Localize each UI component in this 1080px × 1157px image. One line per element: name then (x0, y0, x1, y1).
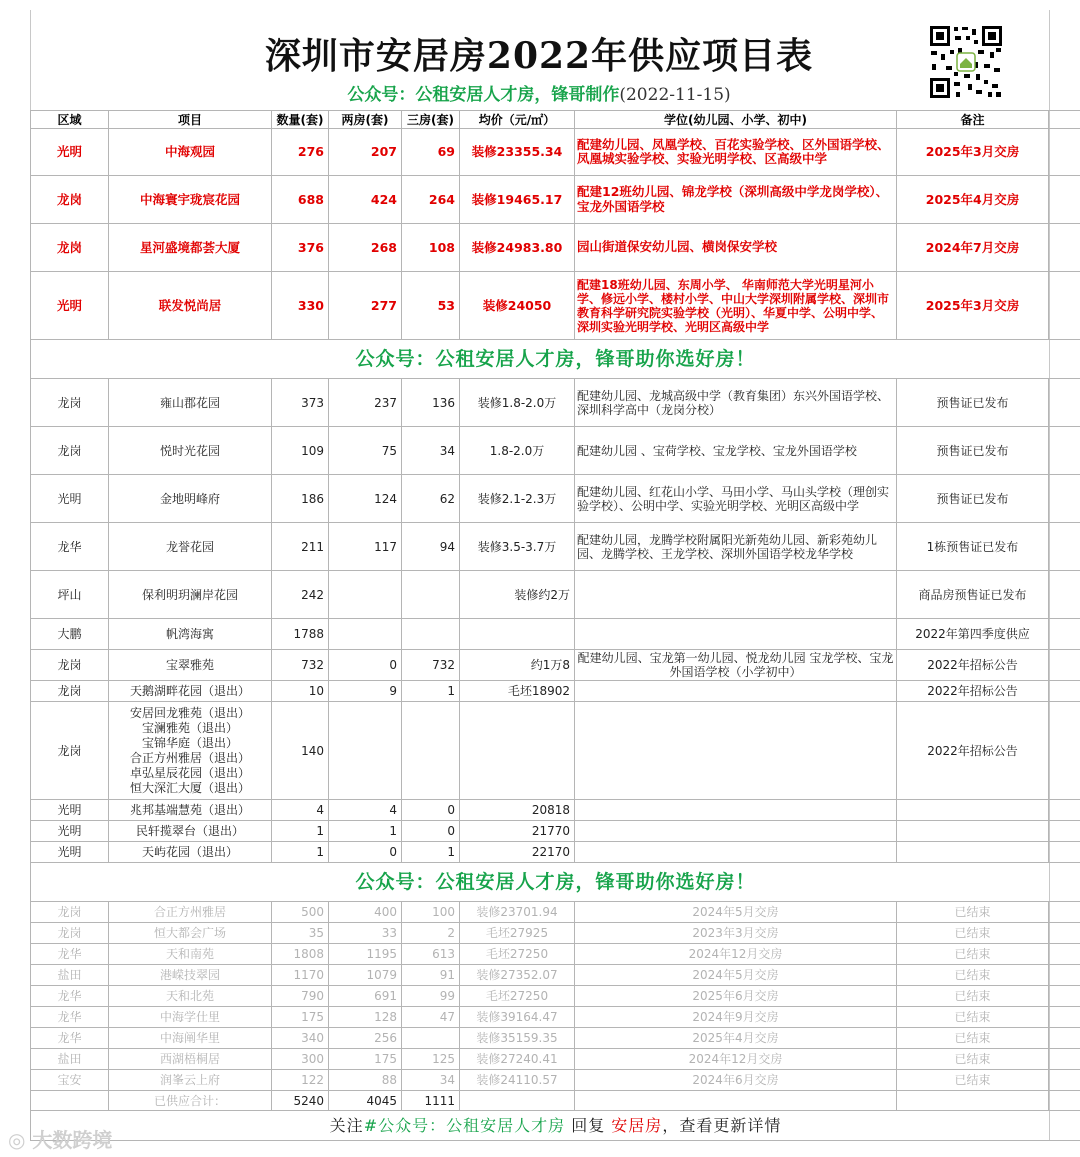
cell-region: 盐田 (31, 965, 109, 986)
table-row (31, 650, 1080, 681)
table-row (31, 571, 1080, 619)
table-row-ended (31, 986, 1080, 1007)
page-title: 深圳市安居房2022年供应项目表 (264, 35, 814, 77)
cell-note: 2022年招标公告 (897, 650, 1049, 681)
cell-project: 兆邦基端慧苑（退出） (109, 800, 272, 821)
cell-project: 天屿花园（退出） (109, 842, 272, 863)
footer-reply: 回复 (565, 1115, 612, 1135)
cell-spacer (1049, 650, 1080, 681)
cell-three-room: 34 (402, 427, 460, 475)
cell-two-room: 1195 (329, 944, 402, 965)
cell-note: 预售证已发布 (897, 427, 1049, 475)
cell-two-room: 4 (329, 800, 402, 821)
table-row (31, 842, 1080, 863)
cell-count: 1788 (272, 619, 329, 650)
cell-three-room: 62 (402, 475, 460, 523)
cell-price (460, 619, 575, 650)
header-spacer (1049, 111, 1080, 129)
total-two-room: 4045 (329, 1091, 402, 1111)
cell-school (575, 821, 897, 842)
cell-note: 2025年3月交房 (897, 272, 1049, 340)
cell-spacer (1049, 1007, 1080, 1028)
cell-price: 1.8-2.0万 (460, 427, 575, 475)
cell-two-room: 237 (329, 379, 402, 427)
cell-project: 中海学仕里 (109, 1007, 272, 1028)
cell-region: 龙岗 (31, 427, 109, 475)
cell-three-room: 53 (402, 272, 460, 340)
table-row-ended (31, 923, 1080, 944)
cell-three-room: 100 (402, 902, 460, 923)
cell-price: 装修27352.07 (460, 965, 575, 986)
cell-delivery: 2025年4月交房 (575, 1028, 897, 1049)
cell-count: 1 (272, 821, 329, 842)
cell-three-room: 108 (402, 224, 460, 272)
table-row-ended (31, 902, 1080, 923)
header-row (31, 111, 1080, 129)
table-row-ended (31, 1028, 1080, 1049)
cell-spacer (1049, 1049, 1080, 1070)
watermark-icon: ◎ (8, 1128, 26, 1152)
table-row-ended (31, 1049, 1080, 1070)
total-three-room: 1111 (402, 1091, 460, 1111)
cell-three-room: 47 (402, 1007, 460, 1028)
cell-project: 金地明峰府 (109, 475, 272, 523)
footer-row (31, 1111, 1080, 1141)
cell-project: 民轩揽翠台（退出） (109, 821, 272, 842)
cell-region: 龙华 (31, 523, 109, 571)
cell-three-room: 0 (402, 821, 460, 842)
cell-region: 龙岗 (31, 923, 109, 944)
cell-three-room: 1 (402, 842, 460, 863)
cell-delivery: 2024年5月交房 (575, 902, 897, 923)
cell-school (575, 619, 897, 650)
cell-project: 合正方州雅居 (109, 902, 272, 923)
cell-empty (460, 1091, 575, 1111)
header-note: 备注 (897, 111, 1049, 129)
cell-count: 10 (272, 681, 329, 702)
cell-note: 已结束 (897, 1007, 1049, 1028)
ad-banner: 公众号：公租安居人才房，锋哥助你选好房！ (31, 340, 1080, 379)
cell-empty (897, 1091, 1049, 1111)
cell-spacer (1049, 1070, 1080, 1091)
cell-three-room: 94 (402, 523, 460, 571)
cell-two-room (329, 619, 402, 650)
cell-project: 联发悦尚居 (109, 272, 272, 340)
cell-two-room: 1 (329, 821, 402, 842)
cell-two-room: 207 (329, 129, 402, 176)
cell-two-room: 128 (329, 1007, 402, 1028)
table-row (31, 619, 1080, 650)
cell-note: 2025年4月交房 (897, 176, 1049, 224)
cell-three-room (402, 619, 460, 650)
cell-two-room: 268 (329, 224, 402, 272)
cell-school: 配建幼儿园、凤凰学校、百花实验学校、区外国语学校、凤凰城实验学校、实验光明学校、区高级中学 (575, 129, 897, 176)
cell-spacer (1049, 681, 1080, 702)
total-row (31, 1091, 1080, 1111)
header-two-room: 两房(套) (329, 111, 402, 129)
cell-spacer (1049, 965, 1080, 986)
cell-spacer (1049, 176, 1080, 224)
qr-code-icon (928, 24, 1004, 100)
table-row-ended (31, 1070, 1080, 1091)
cell-region: 大鹏 (31, 619, 109, 650)
cell-project: 悦时光花园 (109, 427, 272, 475)
cell-region: 盐田 (31, 1049, 109, 1070)
cell-three-room: 91 (402, 965, 460, 986)
cell-spacer (1049, 923, 1080, 944)
cell-two-room: 424 (329, 176, 402, 224)
cell-spacer (1049, 944, 1080, 965)
cell-price: 装修27240.41 (460, 1049, 575, 1070)
cell-project: 龙誉花园 (109, 523, 272, 571)
cell-spacer (1049, 379, 1080, 427)
cell-count: 373 (272, 379, 329, 427)
cell-note: 2022年第四季度供应 (897, 619, 1049, 650)
cell-region: 龙岗 (31, 902, 109, 923)
table-row-group (31, 702, 1080, 800)
cell-project: 恒大都会广场 (109, 923, 272, 944)
cell-note: 已结束 (897, 965, 1049, 986)
cell-three-room: 99 (402, 986, 460, 1007)
cell-delivery: 2024年9月交房 (575, 1007, 897, 1028)
subtitle (30, 80, 1048, 105)
footer-a: 关注 (329, 1115, 364, 1135)
cell-count: 1 (272, 842, 329, 863)
cell-note: 已结束 (897, 1070, 1049, 1091)
cell-region: 光明 (31, 272, 109, 340)
cell-project: 中海寰宇珑宸花园 (109, 176, 272, 224)
ad-banner-row (31, 863, 1080, 902)
cell-three-room: 0 (402, 800, 460, 821)
cell-region: 龙岗 (31, 702, 109, 800)
cell-spacer (1049, 619, 1080, 650)
cell-note: 预售证已发布 (897, 379, 1049, 427)
cell-project: 宝翠雅苑 (109, 650, 272, 681)
cell-two-room: 1079 (329, 965, 402, 986)
cell-delivery: 2024年5月交房 (575, 965, 897, 986)
header-project: 项目 (109, 111, 272, 129)
cell-two-room: 175 (329, 1049, 402, 1070)
table-row (31, 224, 1080, 272)
cell-note: 2022年招标公告 (897, 681, 1049, 702)
cell-count: 140 (272, 702, 329, 800)
cell-two-room: 9 (329, 681, 402, 702)
cell-spacer (1049, 224, 1080, 272)
cell-price: 装修23355.34 (460, 129, 575, 176)
cell-region: 龙华 (31, 986, 109, 1007)
cell-school: 配建幼儿园、红花山小学、马田小学、马山头学校（理创实验学校）、公明中学、实验光明学校、光明区高级中学 (575, 475, 897, 523)
cell-spacer (1049, 1028, 1080, 1049)
cell-count: 211 (272, 523, 329, 571)
cell-spacer (1049, 129, 1080, 176)
table-row (31, 821, 1080, 842)
cell-spacer (1049, 1091, 1080, 1111)
cell-delivery: 2024年12月交房 (575, 1049, 897, 1070)
cell-school: 配建18班幼儿园、东周小学、 华南师范大学光明星河小学、修远小学、楼村小学、中山大学深圳附属学校、深圳市教育科学研究院实验学校（光明）、华夏中学、公明中学、深圳实验光明学校、光明区高级中学 (575, 272, 897, 340)
cell-region: 龙华 (31, 1007, 109, 1028)
cell-school: 配建幼儿园，龙腾学校附属阳光新苑幼儿园、新彩苑幼儿园、龙腾学校、王龙学校、深圳外国语学校龙华学校 (575, 523, 897, 571)
subtitle-gzh: 公众号：公租安居人才房，锋哥制作 (347, 85, 620, 105)
cell-region: 光明 (31, 800, 109, 821)
cell-three-room (402, 1028, 460, 1049)
cell-school: 配建幼儿园、龙城高级中学（教育集团）东兴外国语学校、深圳科学高中（龙岗分校） (575, 379, 897, 427)
cell-count: 1170 (272, 965, 329, 986)
cell-project: 保利明玥澜岸花园 (109, 571, 272, 619)
ad-banner: 公众号：公租安居人才房，锋哥助你选好房！ (31, 863, 1080, 902)
cell-price: 装修24983.80 (460, 224, 575, 272)
cell-region: 光明 (31, 821, 109, 842)
cell-two-room: 0 (329, 650, 402, 681)
cell-three-room: 2 (402, 923, 460, 944)
cell-region: 龙岗 (31, 681, 109, 702)
cell-three-room (402, 702, 460, 800)
watermark-text: 大数跨境 (32, 1128, 113, 1152)
table-row (31, 523, 1080, 571)
table-row (31, 379, 1080, 427)
footer-note (31, 1111, 1080, 1141)
cell-three-room: 732 (402, 650, 460, 681)
cell-project: 雍山郡花园 (109, 379, 272, 427)
cell-two-room: 400 (329, 902, 402, 923)
watermark (8, 1124, 112, 1153)
cell-school: 配建幼儿园、宝龙第一幼儿园、悦龙幼儿园 宝龙学校、宝龙外国语学校（小学初中） (575, 650, 897, 681)
cell-note: 商品房预售证已发布 (897, 571, 1049, 619)
cell-price: 装修3.5-3.7万 (460, 523, 575, 571)
cell-spacer (1049, 475, 1080, 523)
cell-price: 毛坯27250 (460, 944, 575, 965)
cell-two-room: 124 (329, 475, 402, 523)
cell-two-room: 0 (329, 842, 402, 863)
cell-empty (31, 1091, 109, 1111)
cell-school (575, 681, 897, 702)
header-school: 学位(幼儿园、小学、初中) (575, 111, 897, 129)
cell-region: 坪山 (31, 571, 109, 619)
cell-school: 园山街道保安幼儿园、横岗保安学校 (575, 224, 897, 272)
cell-spacer (1049, 986, 1080, 1007)
cell-three-room: 34 (402, 1070, 460, 1091)
cell-two-room (329, 702, 402, 800)
cell-count: 186 (272, 475, 329, 523)
table-row-ended (31, 965, 1080, 986)
cell-note: 已结束 (897, 944, 1049, 965)
cell-two-room: 256 (329, 1028, 402, 1049)
cell-note: 已结束 (897, 923, 1049, 944)
cell-region: 龙岗 (31, 224, 109, 272)
cell-project: 天和南苑 (109, 944, 272, 965)
cell-project-list (109, 702, 272, 800)
subtitle-date: (2022-11-15) (619, 85, 731, 105)
table-row (31, 681, 1080, 702)
cell-count: 1808 (272, 944, 329, 965)
cell-price: 装修35159.35 (460, 1028, 575, 1049)
cell-two-room: 691 (329, 986, 402, 1007)
cell-price: 装修1.8-2.0万 (460, 379, 575, 427)
cell-region: 光明 (31, 475, 109, 523)
project-name: 宝锦华庭（退出） (141, 735, 238, 750)
cell-spacer (1049, 800, 1080, 821)
table-row (31, 176, 1080, 224)
cell-spacer (1049, 272, 1080, 340)
cell-count: 122 (272, 1070, 329, 1091)
cell-project: 西湖梧桐居 (109, 1049, 272, 1070)
total-label: 已供应合计： (109, 1091, 272, 1111)
cell-count: 109 (272, 427, 329, 475)
cell-region: 龙岗 (31, 176, 109, 224)
cell-three-room: 264 (402, 176, 460, 224)
table-row (31, 427, 1080, 475)
cell-project: 润峯云上府 (109, 1070, 272, 1091)
cell-three-room: 613 (402, 944, 460, 965)
cell-price: 装修2.1-2.3万 (460, 475, 575, 523)
cell-price: 装修约2万 (460, 571, 575, 619)
cell-delivery: 2025年6月交房 (575, 986, 897, 1007)
cell-price (460, 702, 575, 800)
cell-note (897, 842, 1049, 863)
cell-project: 星河盛境都荟大厦 (109, 224, 272, 272)
cell-two-room: 33 (329, 923, 402, 944)
project-name: 合正方州雅居（退出） (129, 750, 250, 765)
cell-count: 330 (272, 272, 329, 340)
cell-two-room: 277 (329, 272, 402, 340)
cell-spacer (1049, 902, 1080, 923)
cell-three-room (402, 571, 460, 619)
header-region: 区域 (31, 111, 109, 129)
footer-tail: ，查看更新详情 (662, 1115, 782, 1135)
cell-region: 光明 (31, 842, 109, 863)
cell-school: 配建12班幼儿园、锦龙学校（深圳高级中学龙岗学校）、宝龙外国语学校 (575, 176, 897, 224)
cell-price: 22170 (460, 842, 575, 863)
cell-note: 已结束 (897, 1028, 1049, 1049)
cell-school (575, 800, 897, 821)
cell-region: 光明 (31, 129, 109, 176)
cell-price: 约1万8 (460, 650, 575, 681)
cell-count: 340 (272, 1028, 329, 1049)
footer-gzh: #公众号：公租安居人才房 (363, 1115, 566, 1135)
cell-two-room: 117 (329, 523, 402, 571)
header-count: 数量(套) (272, 111, 329, 129)
cell-school (575, 842, 897, 863)
cell-region: 龙岗 (31, 379, 109, 427)
table-row (31, 272, 1080, 340)
table-row (31, 475, 1080, 523)
cell-region: 龙岗 (31, 650, 109, 681)
cell-region: 龙华 (31, 1028, 109, 1049)
cell-project: 港嵘技翠园 (109, 965, 272, 986)
table-row-ended (31, 1007, 1080, 1028)
table-row (31, 129, 1080, 176)
cell-price: 装修19465.17 (460, 176, 575, 224)
cell-price: 毛坯18902 (460, 681, 575, 702)
cell-spacer (1049, 842, 1080, 863)
cell-spacer (1049, 702, 1080, 800)
cell-price: 装修23701.94 (460, 902, 575, 923)
table-row (31, 800, 1080, 821)
cell-region: 宝安 (31, 1070, 109, 1091)
cell-note: 2022年招标公告 (897, 702, 1049, 800)
cell-count: 242 (272, 571, 329, 619)
cell-project: 中海阐华里 (109, 1028, 272, 1049)
cell-price: 毛坯27250 (460, 986, 575, 1007)
cell-school: 配建幼儿园 、宝荷学校、宝龙学校、宝龙外国语学校 (575, 427, 897, 475)
cell-note: 2024年7月交房 (897, 224, 1049, 272)
cell-empty (575, 1091, 897, 1111)
cell-count: 175 (272, 1007, 329, 1028)
project-name: 恒大深汇大厦（退出） (129, 780, 250, 795)
cell-school (575, 571, 897, 619)
cell-count: 688 (272, 176, 329, 224)
cell-note: 已结束 (897, 1049, 1049, 1070)
cell-note (897, 800, 1049, 821)
cell-three-room: 125 (402, 1049, 460, 1070)
cell-project: 天鹅湖畔花园（退出） (109, 681, 272, 702)
cell-price: 21770 (460, 821, 575, 842)
cell-price: 毛坯27925 (460, 923, 575, 944)
cell-note: 1栋预售证已发布 (897, 523, 1049, 571)
header-price: 均价（元/㎡） (460, 111, 575, 129)
cell-project: 中海观园 (109, 129, 272, 176)
cell-count: 376 (272, 224, 329, 272)
cell-two-room (329, 571, 402, 619)
cell-price: 装修24050 (460, 272, 575, 340)
cell-spacer (1049, 523, 1080, 571)
cell-count: 276 (272, 129, 329, 176)
cell-two-room: 75 (329, 427, 402, 475)
cell-three-room: 1 (402, 681, 460, 702)
cell-note (897, 821, 1049, 842)
cell-count: 500 (272, 902, 329, 923)
project-name: 安居回龙雅苑（退出） (129, 705, 250, 720)
cell-three-room: 136 (402, 379, 460, 427)
cell-delivery: 2024年6月交房 (575, 1070, 897, 1091)
cell-price: 装修24110.57 (460, 1070, 575, 1091)
cell-region: 龙华 (31, 944, 109, 965)
project-name: 宝澜雅苑（退出） (141, 720, 238, 735)
cell-project: 帆湾海寓 (109, 619, 272, 650)
cell-school (575, 702, 897, 800)
supply-table (30, 110, 1080, 1141)
cell-note: 已结束 (897, 902, 1049, 923)
cell-count: 4 (272, 800, 329, 821)
table-row-ended (31, 944, 1080, 965)
cell-delivery: 2023年3月交房 (575, 923, 897, 944)
cell-spacer (1049, 427, 1080, 475)
cell-spacer (1049, 821, 1080, 842)
total-count: 5240 (272, 1091, 329, 1111)
cell-price: 20818 (460, 800, 575, 821)
cell-price: 装修39164.47 (460, 1007, 575, 1028)
cell-note: 2025年3月交房 (897, 129, 1049, 176)
header-three-room: 三房(套) (402, 111, 460, 129)
cell-two-room: 88 (329, 1070, 402, 1091)
cell-project: 天和北苑 (109, 986, 272, 1007)
cell-count: 35 (272, 923, 329, 944)
cell-count: 732 (272, 650, 329, 681)
cell-spacer (1049, 571, 1080, 619)
cell-delivery: 2024年12月交房 (575, 944, 897, 965)
cell-three-room: 69 (402, 129, 460, 176)
ad-banner-row (31, 340, 1080, 379)
cell-note: 预售证已发布 (897, 475, 1049, 523)
cell-note: 已结束 (897, 986, 1049, 1007)
footer-keyword: 安居房 (611, 1115, 663, 1135)
cell-count: 790 (272, 986, 329, 1007)
cell-count: 300 (272, 1049, 329, 1070)
project-name: 卓弘星辰花园（退出） (129, 765, 250, 780)
